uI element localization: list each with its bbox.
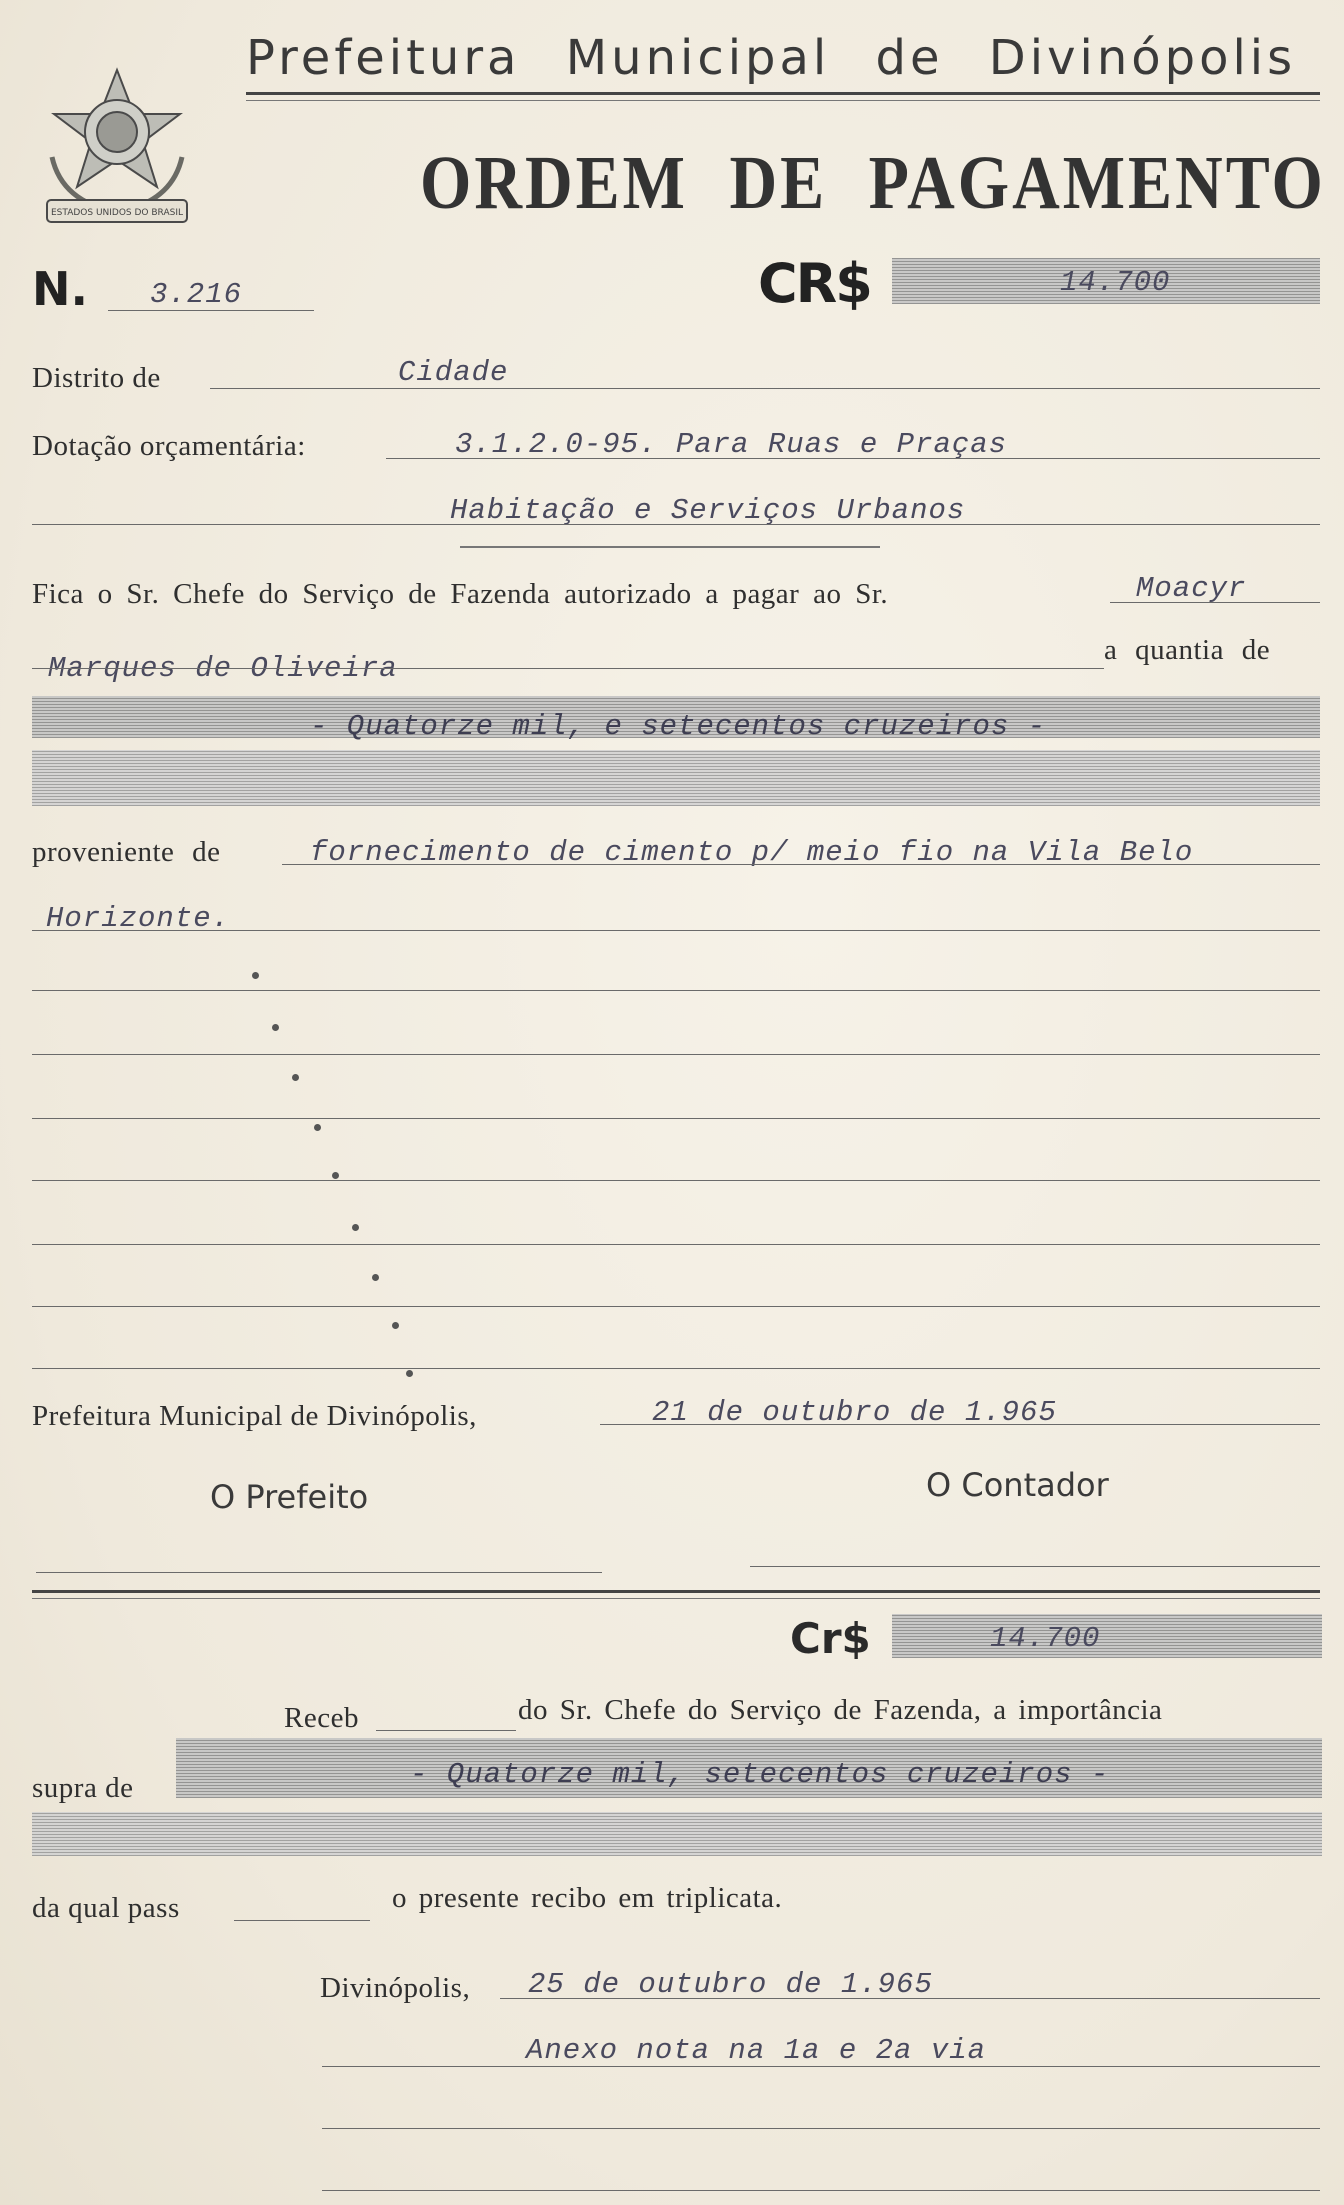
- mark-dot: [406, 1370, 413, 1377]
- signoff-date: 21 de outubro de 1.965: [652, 1396, 1057, 1429]
- origin-line-1: [282, 864, 1320, 865]
- district-line: [210, 388, 1320, 389]
- order-number-line: [108, 310, 314, 311]
- origin-line1: fornecimento de cimento p/ meio fio na Vila Belo: [310, 836, 1194, 869]
- coat-of-arms-icon: [32, 62, 202, 237]
- amount-words-band-2: [32, 750, 1320, 806]
- mark-dot: [314, 1124, 321, 1131]
- accountant-label: O Contador: [926, 1466, 1109, 1504]
- payee-line-1: [1110, 602, 1320, 603]
- municipality-header: Prefeitura Municipal de Divinópolis: [246, 30, 1297, 86]
- seal-text: ESTADOS UNIDOS DO BRASIL: [51, 208, 183, 218]
- header-rule-2: [246, 100, 1320, 101]
- receipt-words-band-2: [32, 1812, 1322, 1856]
- mark-dot: [352, 1224, 359, 1231]
- supra-label: supra de: [32, 1772, 134, 1804]
- district-label: Distrito de: [32, 362, 161, 394]
- receipt-blank-line: [376, 1730, 516, 1731]
- allocation-line-1: [386, 458, 1320, 459]
- blank-line: [32, 1244, 1320, 1245]
- mayor-signature-line: [36, 1572, 602, 1573]
- receipt-text-start: Receb: [284, 1702, 359, 1734]
- allocation-line1: 3.1.2.0-95. Para Ruas e Praças: [455, 428, 1008, 461]
- receipt-date: 25 de outubro de 1.965: [528, 1968, 933, 2001]
- mark-dot: [252, 972, 259, 979]
- signoff-place: Prefeitura Municipal de Divinópolis,: [32, 1400, 477, 1432]
- mark-dot: [272, 1024, 279, 1031]
- receipt-note: Anexo nota na 1a e 2a via: [526, 2034, 987, 2067]
- passed-end: o presente recibo em triplicata.: [392, 1882, 783, 1914]
- passed-start: da qual pass: [32, 1892, 180, 1924]
- receipt-date-line: [500, 1998, 1320, 1999]
- order-number: 3.216: [150, 278, 243, 311]
- origin-label: proveniente de: [32, 836, 221, 868]
- blank-line: [32, 1306, 1320, 1307]
- origin-line-2: [32, 930, 1320, 931]
- receipt-blank-line-2: [322, 2128, 1320, 2129]
- document-title: ORDEM DE PAGAMENTO: [420, 141, 1326, 226]
- receipt-text-mid: do Sr. Chefe do Serviço de Fazenda, a importância: [518, 1694, 1163, 1726]
- allocation-line-2: [32, 524, 1320, 525]
- section-divider: [32, 1590, 1320, 1593]
- signoff-date-line: [600, 1424, 1320, 1425]
- amount-words: - Quatorze mil, e setecentos cruzeiros -: [310, 710, 1047, 743]
- receipt-amount-band: [892, 1614, 1322, 1658]
- mark-dot: [292, 1074, 299, 1081]
- quantity-label: a quantia de: [1104, 634, 1271, 666]
- mark-dot: [372, 1274, 379, 1281]
- blank-line: [32, 1368, 1320, 1369]
- receipt-blank-line-3: [322, 2190, 1320, 2191]
- allocation-label: Dotação orçamentária:: [32, 430, 306, 462]
- passed-blank-line: [234, 1920, 370, 1921]
- mayor-label: O Prefeito: [210, 1478, 369, 1516]
- blank-line: [32, 1118, 1320, 1119]
- receipt-amount: 14.700: [990, 1622, 1101, 1655]
- receipt-place: Divinópolis,: [320, 1972, 471, 2004]
- blank-line: [32, 1180, 1320, 1181]
- order-amount: 14.700: [1060, 266, 1171, 299]
- receipt-amount-words: - Quatorze mil, setecentos cruzeiros -: [410, 1758, 1110, 1791]
- payee-line-2: [32, 668, 1104, 669]
- mark-dot: [332, 1172, 339, 1179]
- currency-label: CR$: [758, 252, 871, 315]
- district-value: Cidade: [398, 356, 509, 389]
- receipt-currency-label: Cr$: [790, 1614, 871, 1663]
- allocation-line2: Habitação e Serviços Urbanos: [450, 494, 966, 527]
- origin-line2: Horizonte.: [46, 902, 231, 935]
- payee-line2: Marques de Oliveira: [48, 652, 398, 685]
- payee-line1: Moacyr: [1136, 572, 1247, 605]
- accountant-signature-line: [750, 1566, 1320, 1567]
- number-label: N.: [32, 262, 88, 316]
- section-divider-2: [32, 1598, 1320, 1599]
- allocation-underline: [460, 546, 880, 548]
- mark-dot: [392, 1322, 399, 1329]
- authorize-text: Fica o Sr. Chefe do Serviço de Fazenda autorizado a pagar ao Sr.: [32, 578, 889, 610]
- blank-line: [32, 990, 1320, 991]
- receipt-note-line: [322, 2066, 1320, 2067]
- header-rule: [246, 92, 1320, 95]
- blank-line: [32, 1054, 1320, 1055]
